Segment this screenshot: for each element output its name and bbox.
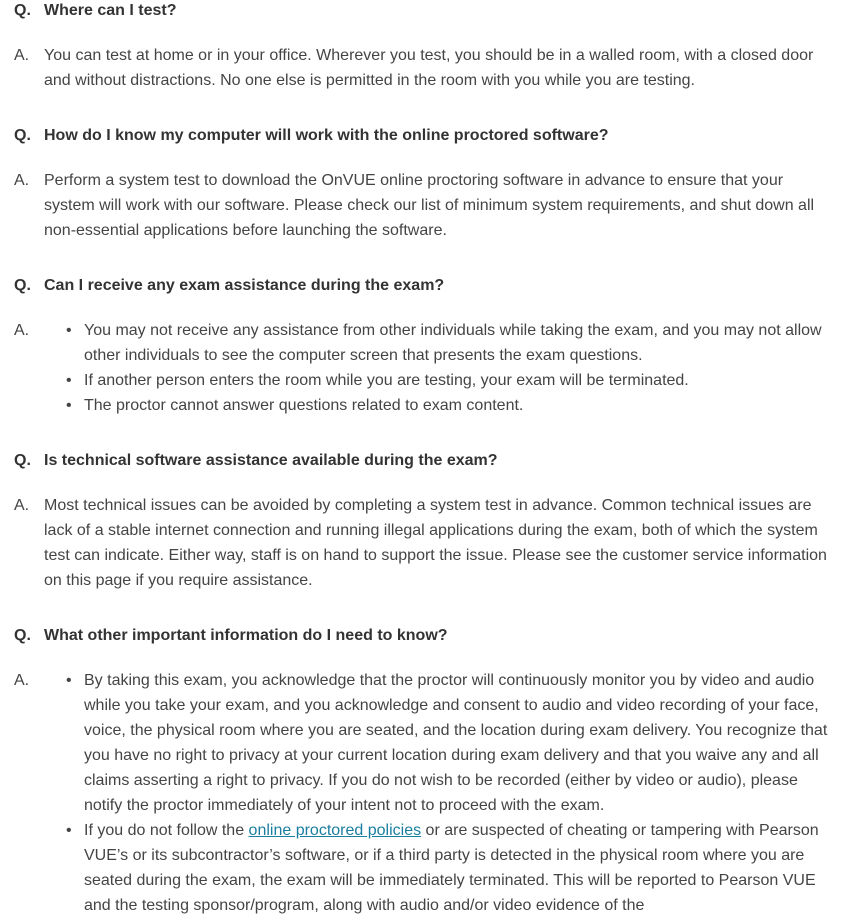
question-marker: Q.: [14, 277, 31, 294]
bullet-item: • The proctor cannot answer questions related to exam content.: [84, 393, 830, 418]
answer-list-container: [44, 668, 830, 917]
answer-bullet-list: [44, 668, 830, 917]
question-text: Where can I test?: [44, 2, 177, 19]
faq-answer: [14, 668, 830, 917]
faq-question: [14, 0, 830, 23]
answer-text: Perform a system test to download the OnVUE online proctoring software in advance to ensure that your system will work with our software. Please check our list of minimum system requirements, and shut down all non-essential applications before launching the software.: [44, 172, 815, 239]
bullet-item: [84, 818, 830, 917]
faq-answer: [14, 493, 830, 593]
faq-answer: [14, 168, 830, 243]
question-text: Can I receive any exam assistance during the exam?: [44, 277, 445, 294]
answer-marker: A.: [14, 672, 30, 689]
answer-marker: A.: [14, 172, 30, 189]
bullet-item: • If another person enters the room while you are testing, your exam will be terminated.: [84, 368, 830, 393]
answer-bullet-list: [44, 318, 830, 418]
online-proctored-policies-link[interactable]: online proctored policies: [248, 822, 422, 839]
question-marker: Q.: [14, 127, 31, 144]
faq-question: [14, 623, 830, 648]
question-marker: Q.: [14, 627, 31, 644]
question-marker: Q.: [14, 452, 31, 469]
answer-marker: A.: [14, 47, 30, 64]
faq-question: [14, 448, 830, 473]
faq-question: [14, 273, 830, 298]
bullet-item: • By taking this exam, you acknowledge that the proctor will continuously monitor you by video and audio while you take your exam, and you acknowledge and consent to audio and video recording of your face, voice, the physical room where you are seated, and the location during exam delivery. You recognize that you have no right to privacy at your current location during exam delivery and that you waive any and all claims asserting a right to privacy. If you do not wish to be recorded (either by video or audio), please notify the proctor immediately of your intent not to proceed with the exam.: [84, 668, 830, 818]
question-text: Is technical software assistance available during the exam?: [44, 452, 498, 469]
answer-list-container: [44, 318, 830, 418]
answer-text: Most technical issues can be avoided by completing a system test in advance. Common technical issues are lack of a stable internet connection and running illegal applications during the exam, both of which the system test can indicate. Either way, staff is on hand to support the issue. Please see the customer service information on this page if you require assistance.: [44, 497, 827, 589]
faq-answer: [14, 43, 830, 93]
answer-text: You can test at home or in your office. Wherever you test, you should be in a walled room, with a closed door and without distractions. No one else is permitted in the room with you while you are testing.: [44, 47, 814, 89]
answer-marker: A.: [14, 497, 30, 514]
bullet-item: • You may not receive any assistance from other individuals while taking the exam, and you may not allow other individuals to see the computer screen that presents the exam questions.: [84, 318, 830, 368]
question-text: How do I know my computer will work with the online proctored software?: [44, 127, 609, 144]
bullet-text-after-link: or are suspected of cheating or tampering with Pearson VUE’s or its subcontractor’s software, or if a third party is detected in the physical room where you are seated during the exam, the exam will be immediately terminated. This will be reported to Pearson VUE and the testing sponsor/program, along with audio and/or video evidence of the: [84, 822, 819, 914]
question-text: What other important information do I need to know?: [44, 627, 448, 644]
faq-answer: [14, 318, 830, 418]
question-marker: Q.: [14, 2, 31, 19]
faq-question: [14, 123, 830, 148]
bullet-text-before-link: If you do not follow the: [84, 822, 249, 839]
answer-marker: A.: [14, 322, 30, 339]
